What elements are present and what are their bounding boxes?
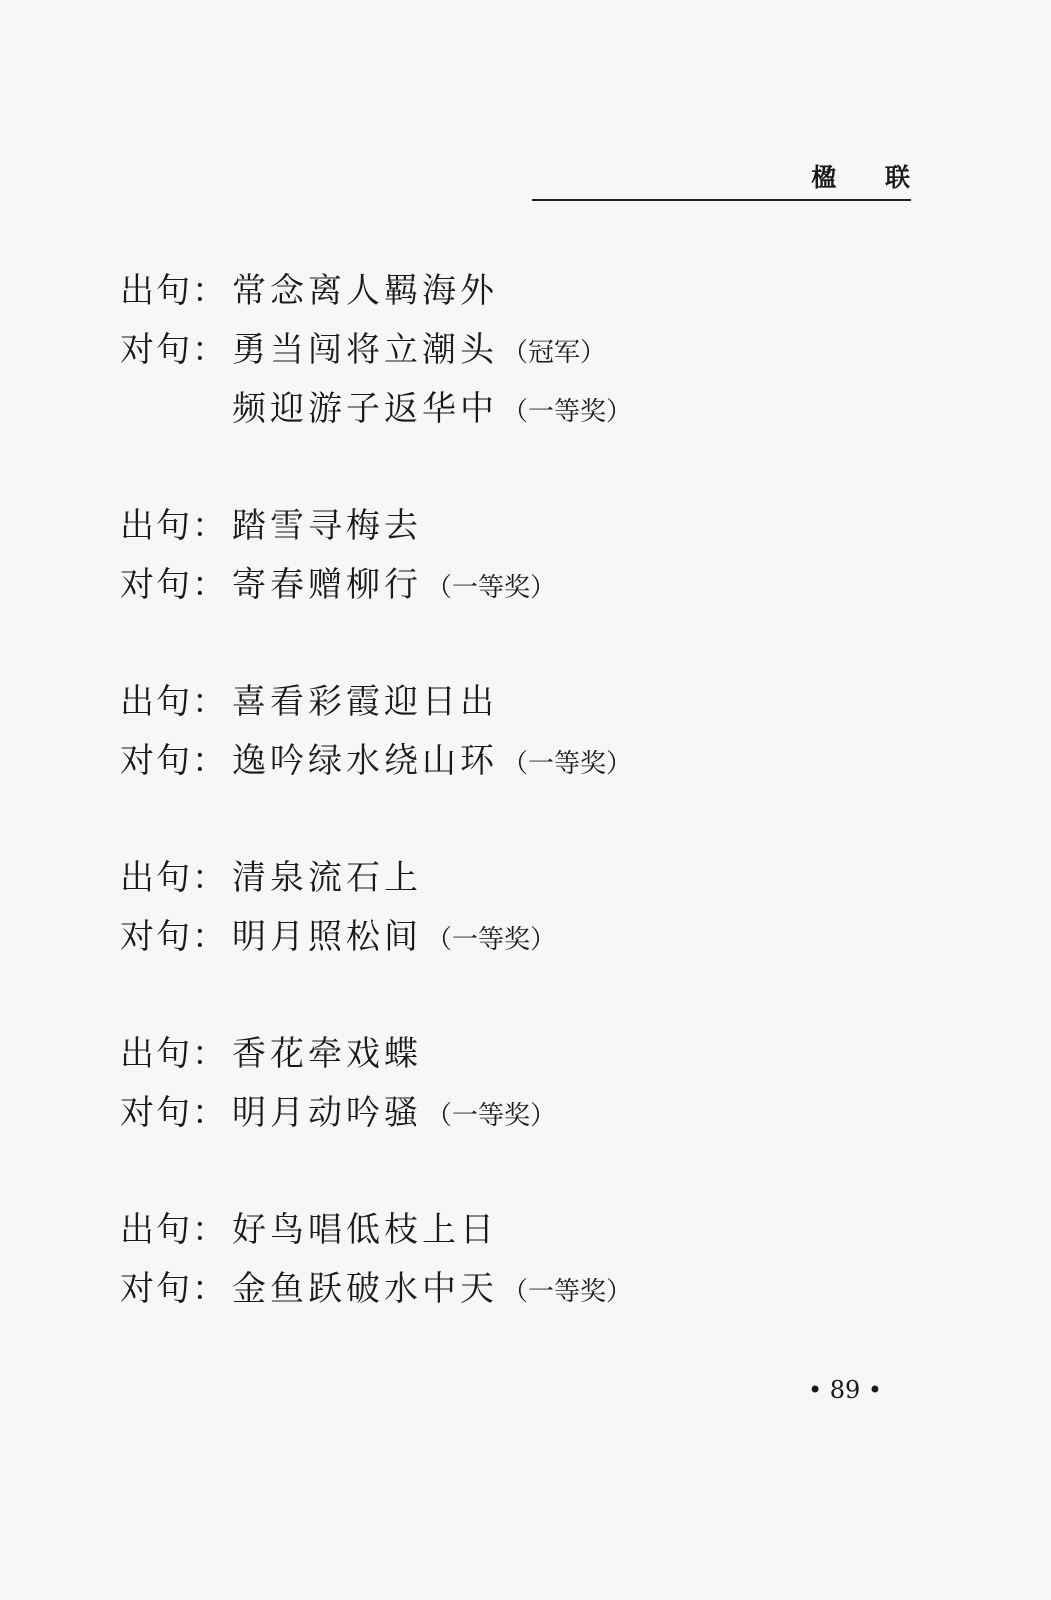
couplet-line — [120, 1025, 940, 1084]
couplet-2 — [120, 497, 940, 615]
line-text: 寄春赠柳行 — [232, 565, 422, 605]
couplet-line — [120, 1084, 940, 1143]
line-label: 出句： — [120, 682, 228, 722]
line-text: 逸吟绿水绕山环 — [232, 741, 498, 781]
couplet-3 — [120, 673, 940, 791]
couplet-1 — [120, 262, 940, 439]
couplet-line — [120, 673, 940, 732]
couplet-5 — [120, 1025, 940, 1143]
award-note: （一等奖） — [426, 1101, 557, 1131]
couplet-list — [120, 262, 940, 1377]
header-rule — [532, 199, 911, 201]
couplet-line — [120, 732, 940, 791]
line-text: 踏雪寻梅去 — [232, 506, 422, 546]
award-note: （一等奖） — [426, 573, 557, 603]
award-note: （一等奖） — [502, 397, 633, 427]
line-label: 对句： — [120, 1269, 228, 1309]
line-label: 对句： — [120, 565, 228, 605]
couplet-6 — [120, 1201, 940, 1319]
line-label: 对句： — [120, 917, 228, 957]
couplet-4 — [120, 849, 940, 967]
award-note: （一等奖） — [502, 749, 633, 779]
line-text: 清泉流石上 — [232, 858, 422, 898]
line-text: 频迎游子返华中 — [232, 389, 498, 429]
section-title: 楹 联 — [811, 163, 930, 192]
line-label: 出句： — [120, 1210, 228, 1250]
line-text: 常念离人羁海外 — [232, 271, 498, 311]
line-text: 香花牵戏蝶 — [232, 1034, 422, 1074]
running-header — [540, 158, 930, 194]
award-note: （一等奖） — [502, 1277, 633, 1307]
page-number: • 89 • — [807, 1376, 883, 1404]
line-text: 勇当闯将立潮头 — [232, 330, 498, 370]
line-text: 明月照松间 — [232, 917, 422, 957]
couplet-line — [120, 497, 940, 556]
line-label: 对句： — [120, 1093, 228, 1133]
couplet-line — [120, 908, 940, 967]
line-text: 好鸟唱低枝上日 — [232, 1210, 498, 1250]
line-label: 出句： — [120, 1034, 228, 1074]
couplet-line — [120, 556, 940, 615]
line-label: 出句： — [120, 858, 228, 898]
line-text: 明月动吟骚 — [232, 1093, 422, 1133]
couplet-line — [120, 380, 940, 439]
couplet-line — [120, 262, 940, 321]
couplet-line — [120, 321, 940, 380]
couplet-line — [120, 1260, 940, 1319]
line-label: 出句： — [120, 271, 228, 311]
line-label: 出句： — [120, 506, 228, 546]
couplet-line — [120, 1201, 940, 1260]
line-label: 对句： — [120, 330, 228, 370]
line-text: 喜看彩霞迎日出 — [232, 682, 498, 722]
line-label: 对句： — [120, 741, 228, 781]
line-text: 金鱼跃破水中天 — [232, 1269, 498, 1309]
award-note: （冠军） — [502, 338, 607, 368]
couplet-line — [120, 849, 940, 908]
award-note: （一等奖） — [426, 925, 557, 955]
